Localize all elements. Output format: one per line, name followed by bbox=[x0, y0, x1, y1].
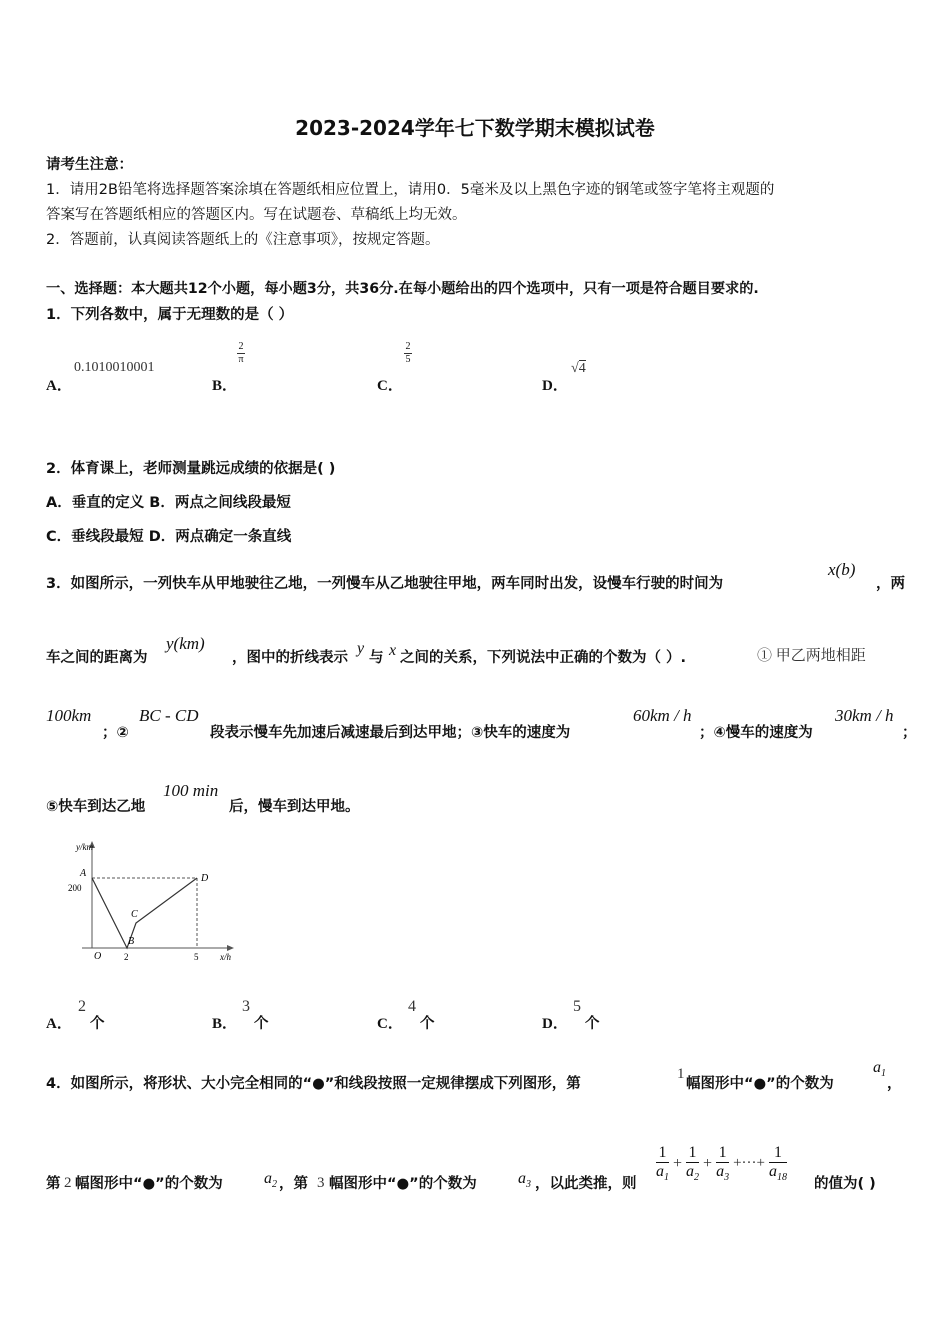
q3-para-2b: ，图中的折线表示 bbox=[232, 650, 348, 666]
q4-para-2e: ，以此类推，则 bbox=[535, 1176, 637, 1192]
q4-frac-1 bbox=[656, 1144, 669, 1183]
q3-para-3a: ；② bbox=[102, 725, 129, 741]
q4-frac-3-den-letter: a bbox=[716, 1163, 725, 1180]
q4-frac-2-den-letter: a bbox=[686, 1163, 695, 1180]
q3-x-b: x(b) bbox=[828, 560, 856, 579]
q3-option-c-label: C． bbox=[377, 1016, 403, 1032]
q3-para-3d: ； bbox=[902, 725, 917, 741]
graph-origin: O bbox=[94, 951, 102, 962]
graph-point-c: C bbox=[131, 909, 138, 920]
q4-para-2a: 第 bbox=[46, 1176, 61, 1192]
q3-option-c-num: 4 bbox=[408, 998, 416, 1015]
q3-option-b-unit: 个 bbox=[254, 1016, 269, 1032]
q4-frac-18-den-sub: 18 bbox=[776, 1172, 787, 1184]
q3-para-2d: 之间的关系，下列说法中正确的个数为（ ）. bbox=[400, 650, 687, 666]
q4-frac-1-den-sub: 1 bbox=[664, 1172, 669, 1184]
graph-tick-2: 2 bbox=[124, 952, 129, 962]
q3-time-100min: 100 min bbox=[163, 781, 219, 800]
q3-option-a-label: A． bbox=[46, 1016, 72, 1032]
notice-line-1a: 1．请用2B铅笔将选择题答案涂填在答题纸相应位置上，请用0．5毫米及以上黑色字迹的钢笔或签字笔将主观题的 bbox=[46, 182, 775, 198]
q4-a3-sub: 3 bbox=[526, 1179, 531, 1191]
q4-para-2c: ，第 bbox=[279, 1176, 308, 1192]
q3-option-b-num: 3 bbox=[242, 998, 250, 1015]
q4-frac-2 bbox=[686, 1144, 699, 1183]
q3-option-d-num: 5 bbox=[573, 998, 581, 1015]
q4-n3: 3 bbox=[317, 1175, 325, 1191]
q3-option-d-label: D． bbox=[542, 1016, 568, 1032]
q3-bc-cd: BC - CD bbox=[139, 706, 199, 725]
q3-para-3c: ；④慢车的速度为 bbox=[699, 725, 813, 741]
q4-a1-letter: a bbox=[873, 1059, 881, 1076]
q1-option-b-label: B． bbox=[212, 378, 238, 394]
sqrt-icon: √ bbox=[571, 361, 579, 376]
q4-a2 bbox=[264, 1170, 277, 1190]
q4-frac-1-den bbox=[656, 1163, 669, 1183]
graph-y-label: y/km bbox=[76, 842, 93, 852]
q3-statement-1: ① 甲乙两地相距 bbox=[757, 648, 866, 664]
q4-a2-sub: 2 bbox=[272, 1179, 277, 1191]
graph-tick-5: 5 bbox=[194, 952, 199, 962]
q3-option-d-unit: 个 bbox=[585, 1016, 600, 1032]
q4-n2: 2 bbox=[64, 1175, 72, 1191]
q3-para-4a: ⑤快车到达乙地 bbox=[46, 799, 146, 815]
graph-tick-200: 200 bbox=[68, 883, 82, 893]
q3-option-a-num: 2 bbox=[78, 998, 86, 1015]
graph-x-label: x/h bbox=[220, 952, 231, 962]
q4-frac-2-den-sub: 2 bbox=[694, 1172, 700, 1184]
q3-para-1a: 3．如图所示，一列快车从甲地驶往乙地，一列慢车从乙地驶往甲地，两车同时出发，设慢车行驶的时间为 bbox=[46, 576, 724, 592]
q4-para-2d: 幅图形中“●”的个数为 bbox=[329, 1176, 477, 1192]
q1-option-c-label: C． bbox=[377, 378, 403, 394]
q3-option-b-label: B． bbox=[212, 1016, 238, 1032]
q2-options-row-2: C．垂线段最短 D．两点确定一条直线 bbox=[46, 529, 292, 545]
q1-c-denominator: 5 bbox=[405, 354, 411, 365]
q4-frac-18-den-letter: a bbox=[768, 1163, 777, 1180]
graph-point-b: B bbox=[128, 936, 135, 947]
q4-frac-18-den bbox=[769, 1163, 787, 1183]
q1-option-c-fraction bbox=[404, 341, 412, 366]
q4-para-1a: 4．如图所示，将形状、大小完全相同的“●”和线段按照一定规律摆成下列图形，第 bbox=[46, 1076, 581, 1092]
q3-option-c-unit: 个 bbox=[420, 1016, 435, 1032]
q4-para-2b: 幅图形中“●”的个数为 bbox=[75, 1176, 223, 1192]
q4-plus-1: + bbox=[673, 1154, 683, 1172]
notice-heading: 请考生注意： bbox=[46, 157, 133, 173]
q1-d-radicand: 4 bbox=[578, 361, 586, 376]
section-1-heading: 一、选择题：本大题共12个小题，每小题3分，共36分.在每小题给出的四个选项中，只有一项是符合题目要求的. bbox=[46, 281, 759, 297]
q4-frac-18 bbox=[769, 1144, 787, 1183]
q4-para-1b: 幅图形中“●”的个数为 bbox=[686, 1076, 834, 1092]
q2-options-row-1: A．垂直的定义 B．两点之间线段最短 bbox=[46, 495, 291, 511]
q1-b-numerator: 2 bbox=[238, 341, 244, 352]
q1-option-d-value bbox=[571, 361, 586, 377]
q4-frac-3 bbox=[716, 1144, 729, 1183]
q1-option-d-label: D． bbox=[542, 378, 568, 394]
q3-speed-60: 60km / h bbox=[633, 706, 692, 725]
q4-frac-3-den-sub: 3 bbox=[724, 1172, 730, 1184]
q4-frac-1-den-letter: a bbox=[656, 1163, 664, 1180]
q4-a2-letter: a bbox=[264, 1170, 272, 1187]
q3-y-km: y(km) bbox=[166, 634, 205, 653]
q3-para-1b: ，两 bbox=[876, 576, 905, 592]
q3-para-2c: 与 bbox=[369, 650, 384, 666]
q3-y: y bbox=[357, 640, 365, 657]
page-title: 2023-2024学年七下数学期末模拟试卷 bbox=[295, 116, 655, 140]
q4-sum-expression bbox=[656, 1144, 787, 1183]
q4-dots: +···+ bbox=[733, 1155, 765, 1172]
q3-distance-100km: 100km bbox=[46, 706, 92, 725]
q3-x: x bbox=[389, 642, 397, 659]
q3-distance-time-graph bbox=[60, 838, 240, 968]
notice-line-2: 2．答题前，认真阅读答题纸上的《注意事项》，按规定答题。 bbox=[46, 232, 440, 248]
q3-option-a-unit: 个 bbox=[90, 1016, 105, 1032]
q4-a1-sub: 1 bbox=[881, 1068, 886, 1080]
q2-stem: 2．体育课上，老师测量跳远成绩的依据是( ) bbox=[46, 461, 336, 477]
q4-frac-3-num: 1 bbox=[718, 1144, 727, 1161]
q4-a3-letter: a bbox=[518, 1170, 526, 1187]
q1-b-denominator: π bbox=[238, 354, 244, 365]
q4-frac-2-num: 1 bbox=[688, 1144, 697, 1161]
q4-para-2f: 的值为( ) bbox=[814, 1176, 876, 1192]
q4-a1 bbox=[873, 1059, 886, 1079]
q4-n1: 1 bbox=[677, 1066, 685, 1082]
q3-speed-30: 30km / h bbox=[835, 706, 894, 725]
graph-point-a: A bbox=[80, 868, 87, 879]
q3-para-2a: 车之间的距离为 bbox=[46, 650, 148, 666]
q1-option-a-value: 0.1010010001 bbox=[74, 360, 155, 375]
q1-option-a-label: A． bbox=[46, 378, 72, 394]
graph-x-arrow-icon bbox=[227, 945, 234, 951]
q4-frac-18-num: 1 bbox=[773, 1144, 782, 1161]
q1-c-numerator: 2 bbox=[405, 341, 411, 352]
graph-point-d: D bbox=[201, 873, 209, 884]
q4-frac-2-den bbox=[686, 1163, 699, 1183]
q4-frac-1-num: 1 bbox=[658, 1144, 667, 1161]
q3-para-3b: 段表示慢车先加速后减速最后到达甲地；③快车的速度为 bbox=[210, 725, 571, 741]
q1-option-b-fraction bbox=[237, 341, 245, 366]
q4-para-1c: ， bbox=[887, 1076, 902, 1092]
graph-polyline bbox=[92, 878, 197, 948]
q4-plus-2: + bbox=[703, 1154, 713, 1172]
q1-stem: 1．下列各数中，属于无理数的是（ ） bbox=[46, 307, 294, 323]
notice-line-1b: 答案写在答题纸相应的答题区内。写在试题卷、草稿纸上均无效。 bbox=[46, 207, 467, 223]
q4-frac-3-den bbox=[716, 1163, 729, 1183]
q4-a3 bbox=[518, 1170, 531, 1190]
q3-para-4b: 后，慢车到达甲地。 bbox=[229, 799, 360, 815]
